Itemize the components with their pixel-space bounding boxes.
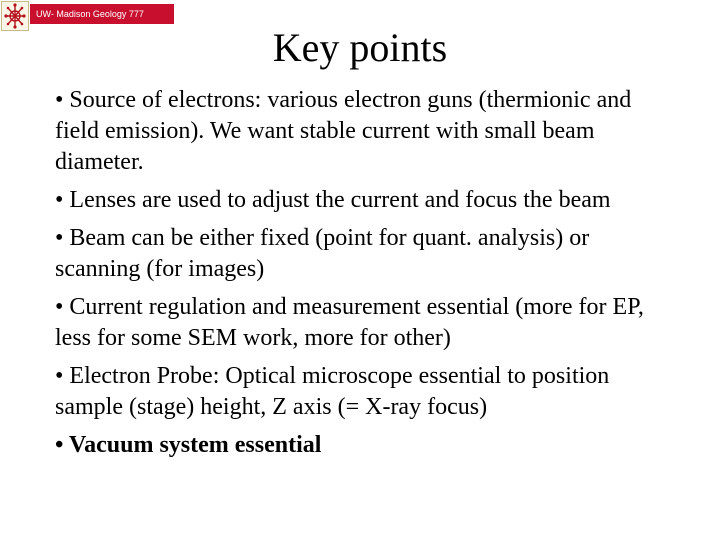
bullet-item-current-regulation: • Current regulation and measurement essential (more for EP, less for some SEM work, more for other) [55,294,644,351]
bullet-item-vacuum-system: • Vacuum system essential [55,432,322,458]
bullet-item-beam-mode: • Beam can be either fixed (point for quant. analysis) or scanning (for images) [55,225,590,282]
bullet-item-optical-microscope: • Electron Probe: Optical microscope essential to position sample (stage) height, Z axis (= X-ray focus) [55,363,610,420]
bullet-item-electron-source: • Source of electrons: various electron guns (thermionic and field emission). We want stable current with small beam diameter. [55,87,632,175]
course-banner: UW- Madison Geology 777 [30,4,174,24]
bullet-list [55,85,675,468]
bullet-item-lenses: • Lenses are used to adjust the current and focus the beam [55,187,611,213]
slide-title: Key points [272,25,448,70]
